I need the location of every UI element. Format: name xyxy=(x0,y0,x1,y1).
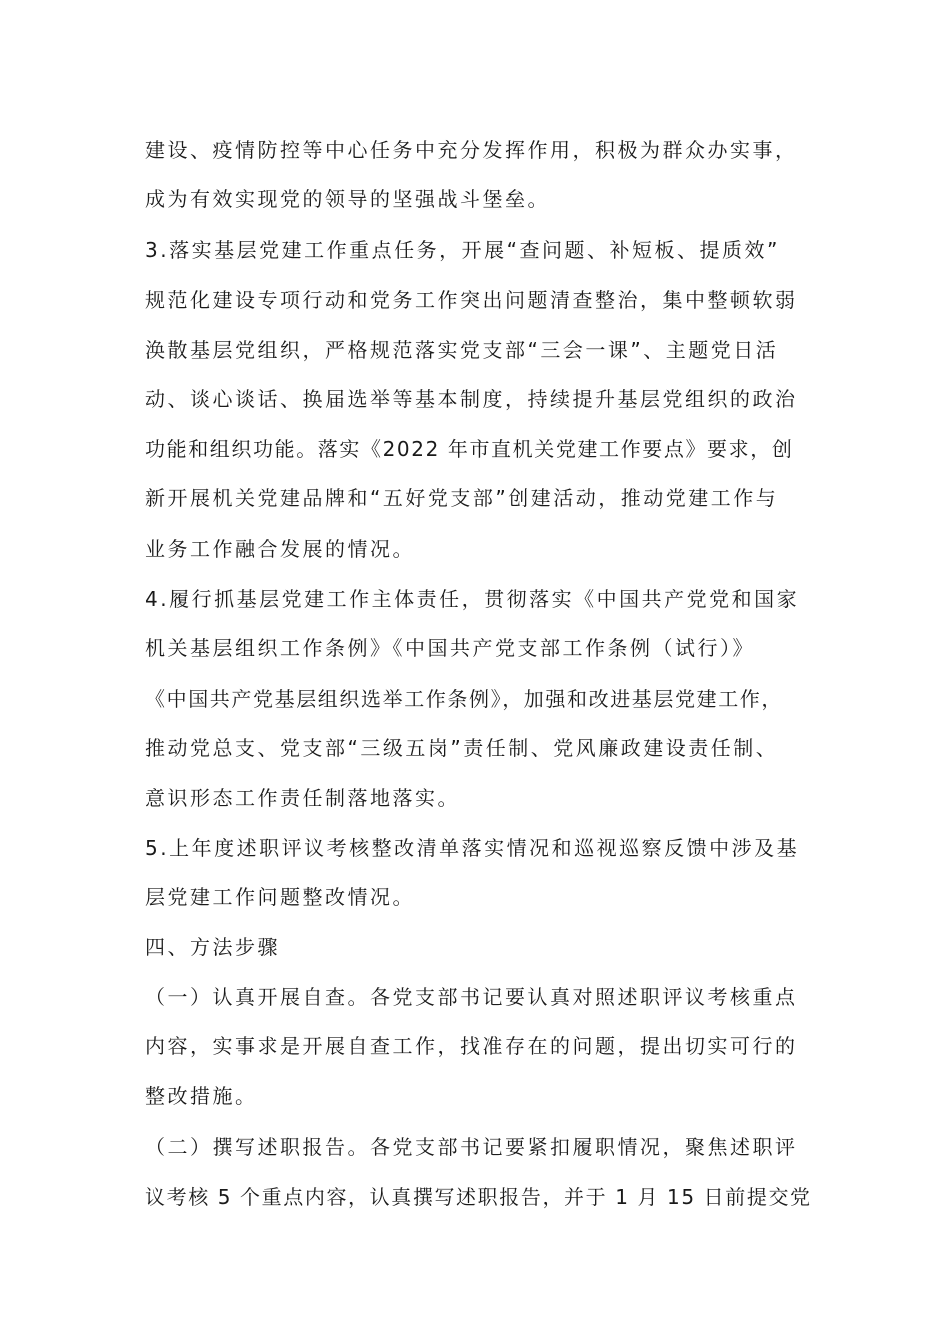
text-line: 动、谈心谈话、换届选举等基本制度，持续提升基层党组织的政治 xyxy=(145,387,798,411)
text-line: 功能和组织功能。落实《2022 年市直机关党建工作要点》要求，创 xyxy=(145,437,794,461)
text-line: （一）认真开展自查。各党支部书记要认真对照述职评议考核重点 xyxy=(145,985,798,1009)
text-line: 3.落实基层党建工作重点任务，开展“查问题、补短板、提质效” xyxy=(145,238,780,262)
text-line: 层党建工作问题整改情况。 xyxy=(145,885,415,909)
text-line: 涣散基层党组织，严格规范落实党支部“三会一课”、主题党日活 xyxy=(145,338,779,362)
text-line: 成为有效实现党的领导的坚强战斗堡垒。 xyxy=(145,187,550,211)
text-line: 整改措施。 xyxy=(145,1084,258,1108)
text-line: 推动党总支、党支部“三级五岗”责任制、党风廉政建设责任制、 xyxy=(145,736,779,760)
text-line: 《中国共产党基层组织选举工作条例》，加强和改进基层党建工作， xyxy=(145,687,783,711)
text-line: 机关基层组织工作条例》《中国共产党支部工作条例（试行）》 xyxy=(145,636,755,660)
text-line: 内容，实事求是开展自查工作，找准存在的问题，提出切实可行的 xyxy=(145,1034,798,1058)
text-line: （二）撰写述职报告。各党支部书记要紧扣履职情况，聚焦述职评 xyxy=(145,1135,798,1159)
text-line: 议考核 5 个重点内容，认真撰写述职报告，并于 1 月 15 日前提交党 xyxy=(145,1185,812,1209)
text-line: 5.上年度述职评议考核整改清单落实情况和巡视巡察反馈中涉及基 xyxy=(145,836,800,860)
text-line: 建设、疫情防控等中心任务中充分发挥作用，积极为群众办实事， xyxy=(145,138,798,162)
text-line: 4.履行抓基层党建工作主体责任，贯彻落实《中国共产党党和国家 xyxy=(145,587,800,611)
text-line: 规范化建设专项行动和党务工作突出问题清查整治，集中整顿软弱 xyxy=(145,288,798,312)
section-heading: 四、方法步骤 xyxy=(145,935,280,959)
text-line: 业务工作融合发展的情况。 xyxy=(145,537,415,561)
text-line: 新开展机关党建品牌和“五好党支部”创建活动，推动党建工作与 xyxy=(145,486,779,510)
text-line: 意识形态工作责任制落地落实。 xyxy=(145,786,460,810)
